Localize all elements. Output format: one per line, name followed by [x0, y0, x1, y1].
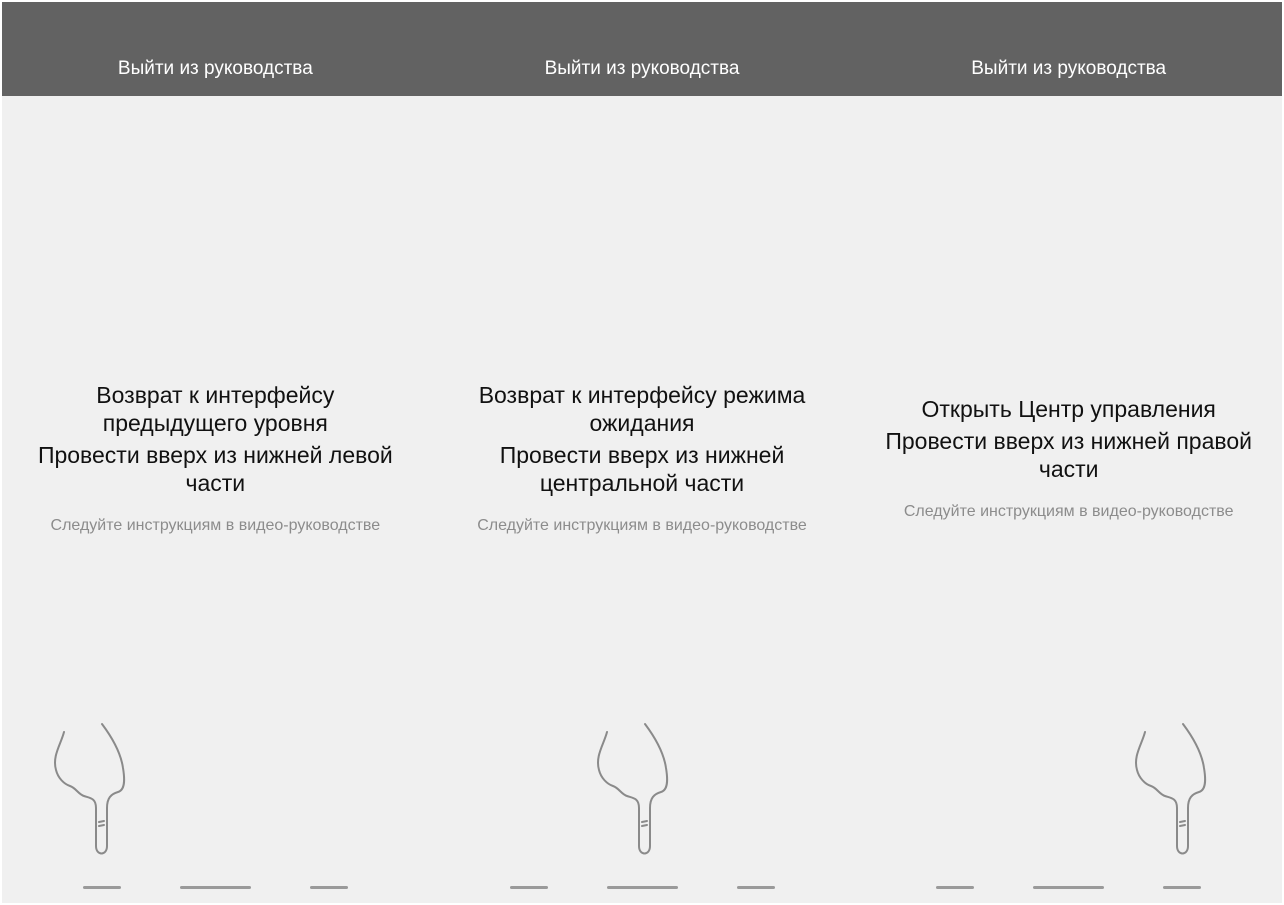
nav-handle-center: [1033, 886, 1104, 889]
swipe-up-hand-icon: [50, 718, 140, 862]
video-hint: Следуйте инструкциям в видео-руководстве: [903, 502, 1234, 520]
gesture-title: Возврат к интерфейсу предыдущего уровня: [96, 381, 335, 436]
navigation-bar: [429, 886, 856, 892]
swipe-up-hand-icon: [593, 718, 683, 862]
top-bar: [429, 2, 856, 96]
top-bar: [855, 2, 1282, 96]
gesture-instruction: Провести вверх из нижней центральной части: [499, 441, 785, 496]
video-hint: Следуйте инструкциям в видео-руководстве: [477, 516, 807, 534]
nav-handle-right: [310, 886, 348, 889]
tutorial-screen-home: [429, 2, 856, 903]
tutorial-screen-back: [2, 2, 429, 903]
nav-handle-right: [1163, 886, 1201, 889]
instruction-block: [875, 395, 1262, 523]
exit-tutorial-button[interactable]: Выйти из руководства: [971, 58, 1167, 79]
exit-tutorial-button[interactable]: Выйти из руководства: [544, 58, 740, 79]
swipe-up-hand-icon: [1131, 718, 1221, 862]
instruction-block: [22, 381, 409, 537]
gesture-title: Открыть Центр управления: [921, 395, 1216, 422]
gesture-instruction: Провести вверх из нижней правой части: [885, 427, 1252, 482]
nav-handle-right: [737, 886, 775, 889]
exit-tutorial-button[interactable]: Выйти из руководства: [117, 58, 313, 79]
nav-handle-left: [83, 886, 121, 889]
nav-handle-left: [936, 886, 974, 889]
gesture-title: Возврат к интерфейсу режима ожидания: [478, 381, 806, 436]
nav-handle-left: [510, 886, 548, 889]
top-bar: [2, 2, 429, 96]
instruction-block: [449, 381, 836, 537]
tutorial-screens: [2, 2, 1282, 903]
video-hint: Следуйте инструкциям в видео-руководстве: [50, 516, 381, 534]
navigation-bar: [855, 886, 1282, 892]
nav-handle-center: [180, 886, 251, 889]
tutorial-screen-control-center: [855, 2, 1282, 903]
nav-handle-center: [607, 886, 678, 889]
navigation-bar: [2, 886, 429, 892]
gesture-instruction: Провести вверх из нижней левой части: [37, 441, 393, 496]
